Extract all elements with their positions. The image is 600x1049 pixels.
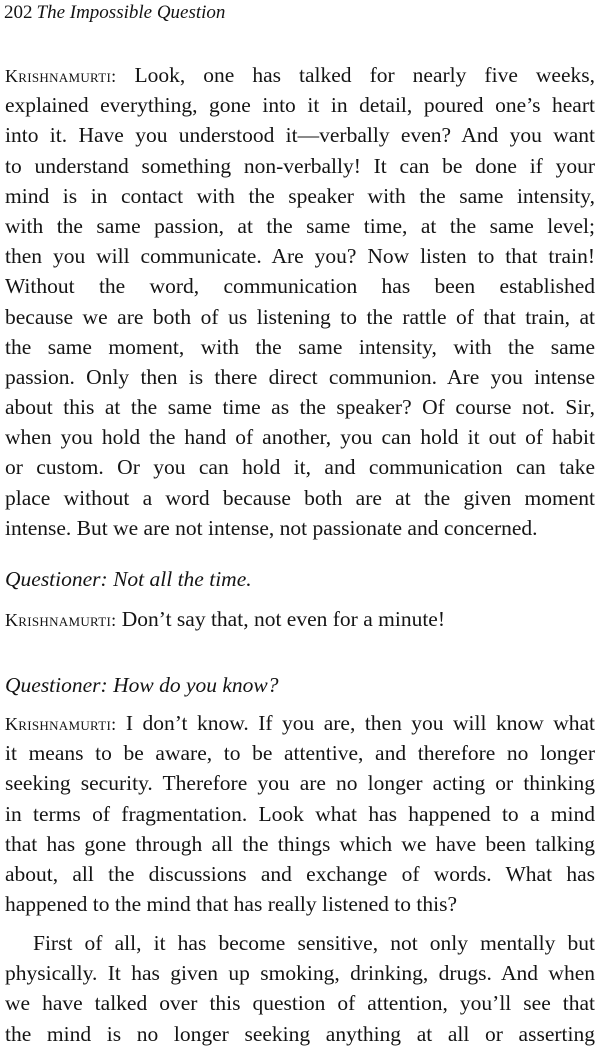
text-line: when you hold the hand of another, you can hold it out of habit: [5, 425, 595, 450]
text-line: I don’t know. If you are, then you will know what: [116, 711, 595, 735]
questioner-line-2: [5, 670, 595, 700]
speaker-label: Krishnamurti:: [5, 714, 117, 734]
speaker-label: Krishnamurti:: [5, 610, 117, 630]
text-line: seeking security. Therefore you are no longer acting or thinking: [5, 771, 595, 796]
text-line: it means to be aware, to be attentive, and therefore no longer: [5, 741, 595, 766]
text-line: or custom. Or you can hold it, and communication can take: [5, 455, 595, 480]
text-line: passion. Only then is there direct communion. Are you intense: [5, 364, 595, 389]
text-line: then you will communicate. Are you? Now listen to that train!: [5, 244, 595, 269]
paragraph-krishnamurti-3: [5, 708, 595, 919]
text-line: Without the word, communication has been established: [5, 274, 595, 299]
text-line: that has gone through all the things which we have been talking: [5, 831, 595, 856]
book-title: The Impossible Question: [36, 2, 226, 23]
text-line: mind is in contact with the speaker with the same intensity,: [5, 183, 595, 208]
text-line: in terms of fragmentation. Look what has happened to a mind: [5, 801, 595, 826]
text-line: the mind is no longer seeking anything at all or asserting: [5, 1021, 595, 1046]
text-line: with the same passion, at the same time, at the same level;: [5, 213, 595, 238]
text-line: about, all the discussions and exchange of words. What has: [5, 861, 595, 886]
questioner-text: Questioner: How do you know?: [5, 673, 279, 697]
text-line: about this at the same time as the speaker? Of course not. Sir,: [5, 395, 595, 420]
text-line: intense. But we are not intense, not passionate and concerned.: [5, 515, 538, 540]
questioner-line-1: [5, 564, 595, 594]
page-number: 202: [4, 2, 33, 23]
text-line: First of all, it has become sensitive, not only mentally but: [33, 931, 595, 955]
paragraph-krishnamurti-1: [5, 60, 595, 543]
text-line: Look, one has talked for nearly five weeks,: [116, 63, 595, 87]
text-line: because we are both of us listening to the rattle of that train, at: [5, 304, 595, 329]
text-line: to understand something non-verbally! It can be done if your: [5, 153, 595, 178]
speaker-label: Krishnamurti:: [5, 66, 117, 86]
text-line: physically. It has given up smoking, drinking, drugs. And when: [5, 961, 595, 986]
paragraph-krishnamurti-2: [5, 604, 595, 634]
text-line: happened to the mind that has really listened to this?: [5, 892, 457, 917]
text-line: we have talked over this question of attention, you’ll see that: [5, 991, 595, 1016]
text-line: explained everything, gone into it in detail, poured one’s heart: [5, 93, 595, 118]
running-header: [4, 2, 225, 24]
text-line: Don’t say that, not even for a minute!: [116, 607, 445, 631]
paragraph-4: [5, 928, 595, 1049]
text-line: place without a word because both are at the given moment: [5, 485, 595, 510]
questioner-text: Questioner: Not all the time.: [5, 567, 252, 591]
text-line: the same moment, with the same intensity, with the same: [5, 334, 595, 359]
text-line: into it. Have you understood it—verbally even? And you want: [5, 123, 595, 148]
